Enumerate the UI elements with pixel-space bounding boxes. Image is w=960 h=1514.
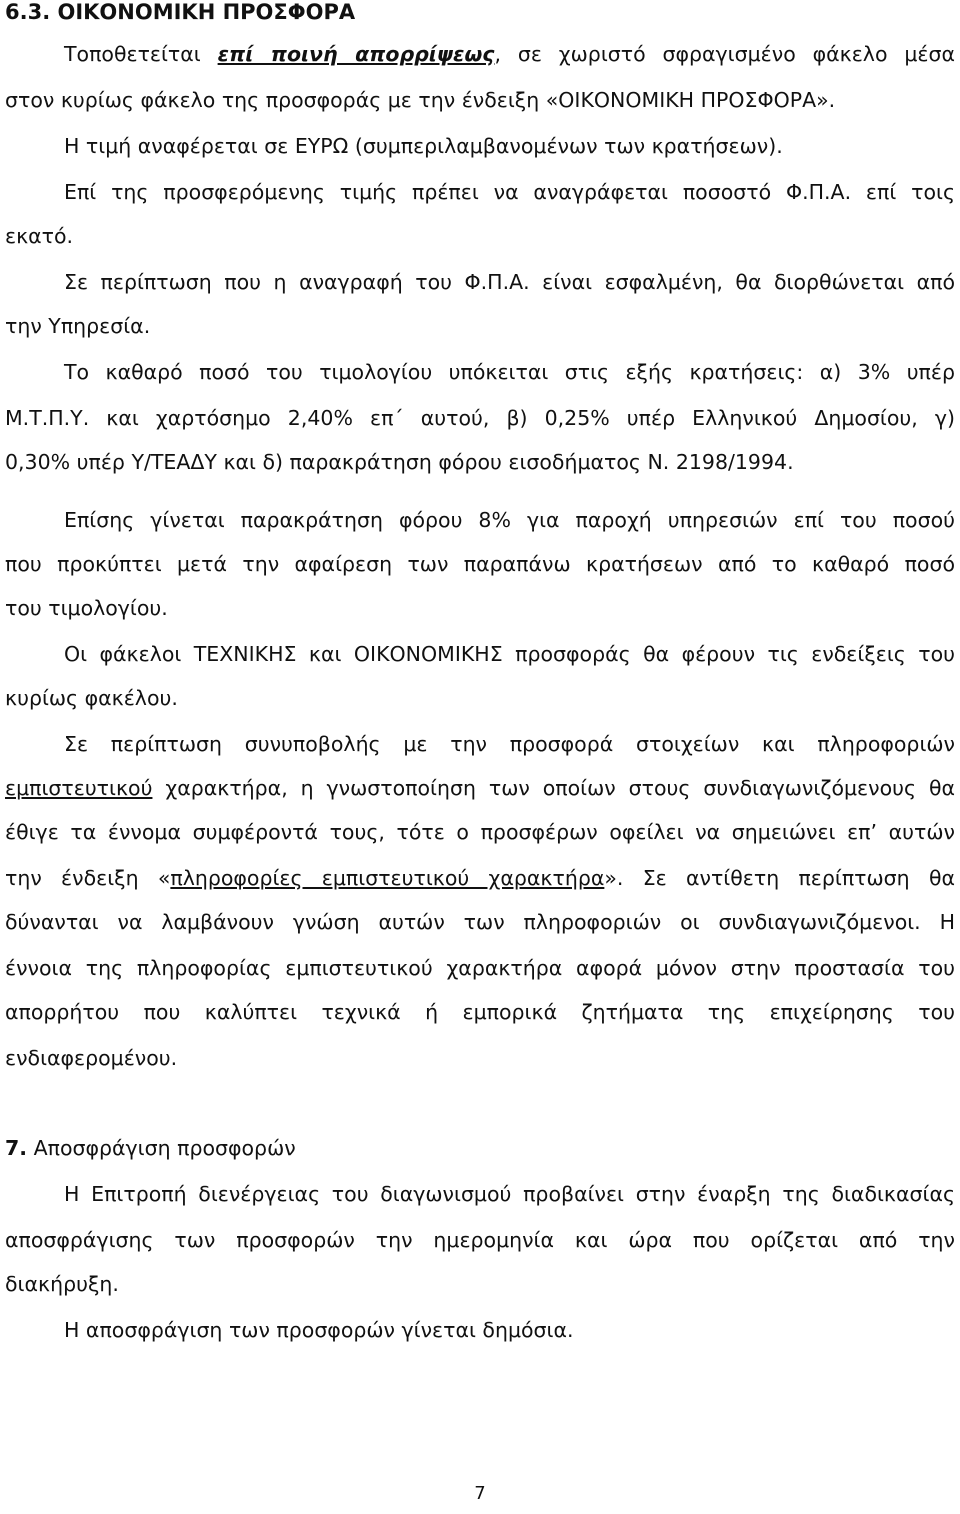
underlined-text: εμπιστευτικού [5, 776, 153, 800]
section-title-text: Αποσφράγιση προσφορών [27, 1136, 296, 1160]
paragraph-line: Το καθαρό ποσό του τιμολογίου υπόκειται στις εξής κρατήσεις: α) 3% υπέρ [64, 360, 955, 384]
page-number: 7 [474, 1483, 486, 1504]
emphasis-text: επί ποινή απορρίψεως [217, 42, 495, 66]
paragraph-line: Σε περίπτωση συνυποβολής με την προσφορά στοιχείων και πληροφοριών [64, 732, 955, 756]
paragraph-line: ενδιαφερομένου. [5, 1046, 178, 1070]
text-run: την ένδειξη « [5, 866, 171, 890]
paragraph-line: αποσφράγισης των προσφορών την ημερομηνία και ώρα που ορίζεται από την [5, 1228, 955, 1252]
paragraph-line [5, 856, 955, 900]
paragraph-line: Οι φάκελοι ΤΕΧΝΙΚΗΣ και ΟΙΚΟΝΟΜΙΚΗΣ προσφοράς θα φέρουν τις ενδείξεις του [64, 642, 955, 666]
section-heading: 6.3. ΟΙΚΟΝΟΜΙΚΗ ΠΡΟΣΦΟΡΑ [5, 0, 356, 24]
section-number: 7. [5, 1136, 28, 1160]
paragraph-line: Επίσης γίνεται παρακράτηση φόρου 8% για παροχή υπηρεσιών επί του ποσού [64, 508, 955, 532]
paragraph-line: του τιμολογίου. [5, 596, 168, 620]
paragraph-line: έννοια της πληροφορίας εμπιστευτικού χαρακτήρα αφορά μόνον στην προστασία του [5, 956, 955, 980]
paragraph-line: απορρήτου που καλύπτει τεχνικά ή εμπορικά ζητήματα της επιχείρησης του [5, 1000, 955, 1024]
underlined-text: πληροφορίες εμπιστευτικού χαρακτήρα [170, 866, 605, 890]
paragraph-line: Η τιμή αναφέρεται σε ΕΥΡΩ (συμπεριλαμβανομένων των κρατήσεων). [64, 134, 783, 158]
paragraph-line: που προκύπτει μετά την αφαίρεση των παραπάνω κρατήσεων από το καθαρό ποσό [5, 552, 955, 576]
paragraph-line: την Υπηρεσία. [5, 314, 151, 338]
text-run: χαρακτήρα, η γνωστοποίηση των οποίων στους συνδιαγωνιζόμενους θα [152, 776, 955, 800]
text-run: , σε χωριστό σφραγισμένο φάκελο μέσα [494, 42, 955, 66]
paragraph-line [5, 32, 955, 76]
paragraph-line: στον κυρίως φάκελο της προσφοράς με την ένδειξη «ΟΙΚΟΝΟΜΙΚΗ ΠΡΟΣΦΟΡΑ». [5, 88, 836, 112]
paragraph-line: Επί της προσφερόμενης τιμής πρέπει να αναγράφεται ποσοστό Φ.Π.Α. επί τοις [64, 180, 955, 204]
paragraph-line: Η Επιτροπή διενέργειας του διαγωνισμού προβαίνει στην έναρξη της διαδικασίας [64, 1182, 955, 1206]
text-run: Τοποθετείται [64, 42, 218, 66]
paragraph-line: διακήρυξη. [5, 1272, 119, 1296]
paragraph-line: Μ.Τ.Π.Υ. και χαρτόσημο 2,40% επ΄ αυτού, β) 0,25% υπέρ Ελληνικού Δημοσίου, γ) [5, 406, 955, 430]
text-run: ». Σε αντίθετη περίπτωση θα [604, 866, 955, 890]
paragraph-line: Η αποσφράγιση των προσφορών γίνεται δημόσια. [64, 1318, 574, 1342]
paragraph-line: εκατό. [5, 224, 74, 248]
paragraph-line [5, 766, 955, 810]
paragraph-line: έθιγε τα έννομα συμφέροντά τους, τότε ο προσφέρων οφείλει να σημειώνει επ’ αυτών [5, 820, 955, 844]
section-title [5, 1126, 955, 1170]
paragraph-line: κυρίως φακέλου. [5, 686, 178, 710]
paragraph-line: 0,30% υπέρ Υ/ΤΕΑΔΥ και δ) παρακράτηση φόρου εισοδήματος Ν. 2198/1994. [5, 450, 794, 474]
paragraph-line: Σε περίπτωση που η αναγραφή του Φ.Π.Α. είναι εσφαλμένη, θα διορθώνεται από [64, 270, 955, 294]
paragraph-line: δύνανται να λαμβάνουν γνώση αυτών των πληροφοριών οι συνδιαγωνιζόμενοι. Η [5, 910, 955, 934]
